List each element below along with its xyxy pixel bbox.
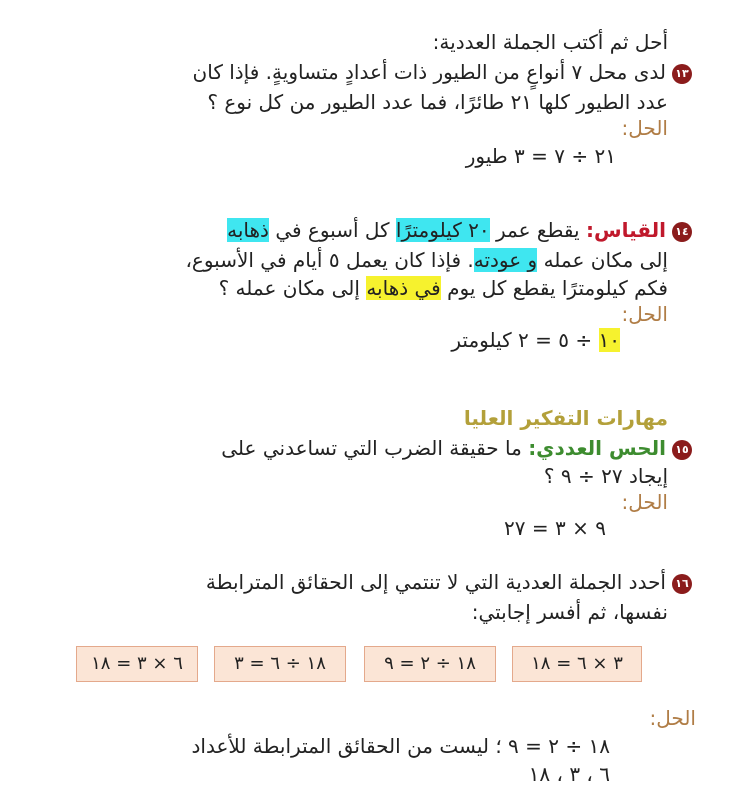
question-13-line-2: عدد الطيور كلها ٢١ طائرًا، فما عدد الطيور من كل نوع ؟ — [207, 90, 668, 114]
question-13-solution-label: الحل: — [621, 116, 668, 140]
option-box-2: ١٨ ÷ ٢ = ٩ — [364, 646, 496, 682]
option-box-1: ٣ × ٦ = ١٨ — [512, 646, 642, 682]
question-16-line-2: نفسها، ثم أفسر إجابتي: — [471, 600, 668, 624]
question-13-text-1: لدى محل ٧ أنواعٍ من الطيور ذات أعدادٍ متساويةٍ. فإذا كان — [192, 60, 666, 84]
question-16-line-1 — [206, 568, 692, 596]
question-14-text-3c: إلى مكان عمله ؟ — [218, 276, 360, 300]
question-14-line-1 — [227, 216, 692, 244]
question-14-solution-label: الحل: — [621, 302, 668, 326]
question-16-text-1: أحدد الجملة العددية التي لا تنتمي إلى الحقائق المترابطة — [205, 570, 666, 594]
question-15-line-2: إيجاد ٢٧ ÷ ٩ ؟ — [543, 464, 668, 488]
question-14-line-2 — [185, 246, 668, 274]
question-13-answer: ٢١ ÷ ٧ = ٣ طيور — [465, 144, 616, 168]
question-16-answer-line-2: ٦ ، ٣ ، ١٨ — [528, 762, 610, 786]
question-13-line-1 — [193, 58, 692, 86]
question-14-answer — [451, 326, 620, 354]
question-14-text-1c: كل أسبوع في — [275, 218, 390, 242]
question-14-highlight-distance: ٢٠ كيلومترًا — [395, 218, 490, 242]
question-15-text-1: ما حقيقة الضرب التي تساعدني على — [221, 436, 522, 460]
option-box-3: ١٨ ÷ ٦ = ٣ — [214, 646, 346, 682]
question-14-text-2a: إلى مكان عمله — [543, 248, 668, 272]
question-14-answer-highlight: ١٠ — [598, 328, 620, 352]
question-15-solution-label: الحل: — [621, 490, 668, 514]
question-14-number-badge: ١٤ — [672, 222, 692, 242]
question-16-answer-line-1: ١٨ ÷ ٢ = ٩ ؛ ليست من الحقائق المترابطة للأعداد — [191, 734, 610, 758]
question-13-number-badge: ١٣ — [672, 64, 692, 84]
question-15-line-1 — [221, 434, 692, 462]
question-16-number-badge: ١٦ — [672, 574, 692, 594]
question-15-number-badge: ١٥ — [672, 440, 692, 460]
intro-text: أحل ثم أكتب الجملة العددية: — [432, 30, 668, 54]
question-14-answer-rest: ÷ ٥ = ٢ كيلومتر — [451, 328, 593, 352]
question-14-highlight-going-yellow: في ذهابه — [366, 276, 441, 300]
question-14-text-3a: فكم كيلومترًا يقطع كل يوم — [447, 276, 668, 300]
question-15-answer: ٩ × ٣ = ٢٧ — [504, 516, 606, 540]
question-14-text-1a: يقطع عمر — [495, 218, 580, 242]
question-14-keyword: القياس: — [585, 218, 666, 242]
question-16-solution-label: الحل: — [649, 706, 696, 730]
question-14-highlight-return: و عودته — [473, 248, 538, 272]
question-14-line-3 — [219, 274, 668, 302]
question-15-keyword: الحس العددي: — [528, 436, 666, 460]
question-14-highlight-going: ذهابه — [227, 218, 269, 242]
question-14-text-2c: . فإذا كان يعمل ٥ أيام في الأسبوع، — [185, 248, 474, 272]
option-box-4: ٦ × ٣ = ١٨ — [76, 646, 198, 682]
higher-thinking-skills-heading: مهارات التفكير العليا — [463, 406, 668, 430]
